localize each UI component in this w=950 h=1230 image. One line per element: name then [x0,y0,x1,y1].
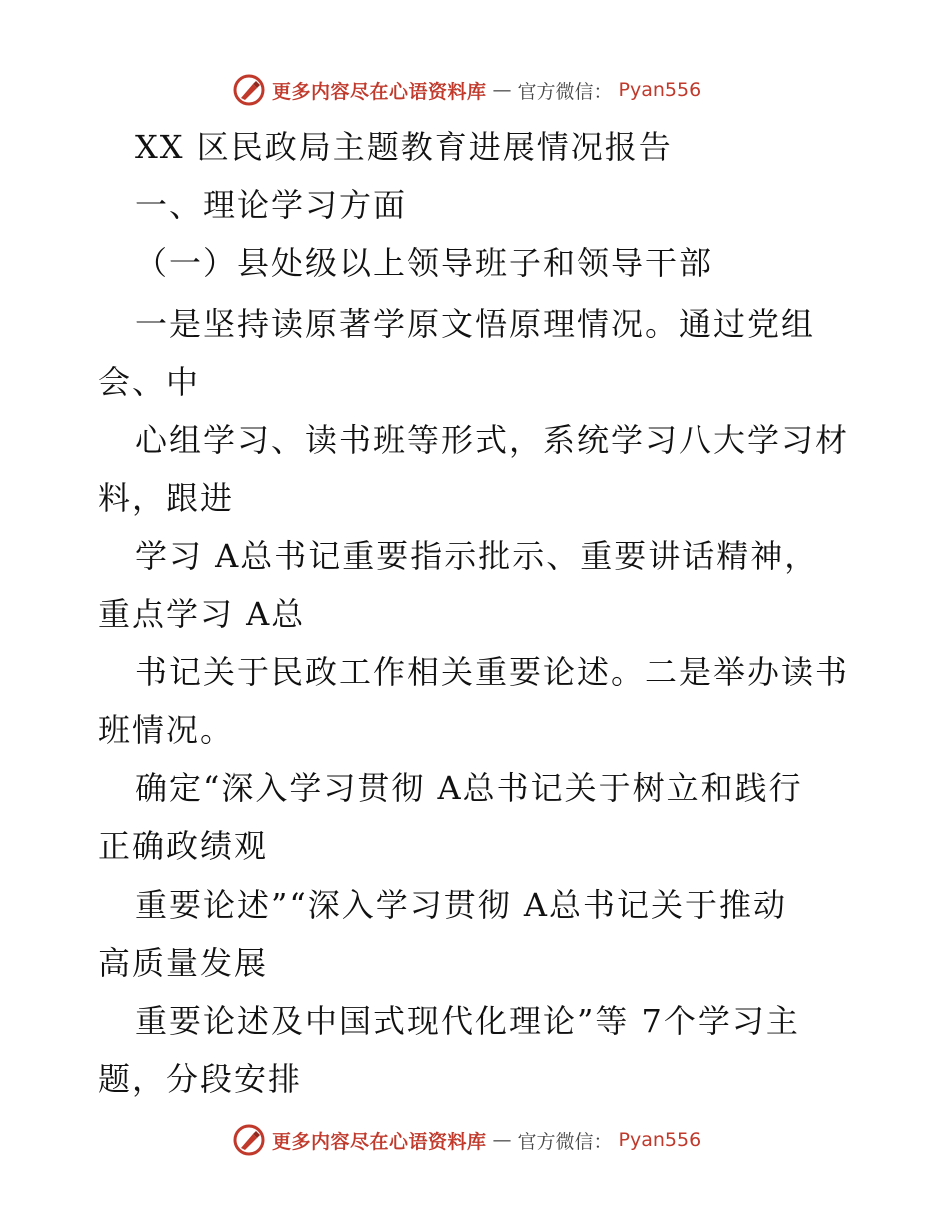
pen-logo-icon [232,1123,266,1157]
banner-promo-text: 更多内容尽在心语资料库 [272,1130,487,1153]
paragraph-line: 重点学习 A总 [98,595,306,633]
paragraph-line: 心组学习、读书班等形式，系统学习八大学习材 [135,421,850,459]
banner-wechat-label: 官方微信： [517,80,613,103]
header-watermark [232,72,701,108]
paragraph-line: 题，分段安排 [98,1060,303,1098]
banner-wechat-label: 官方微信： [517,1130,613,1153]
banner-dash: — [492,1129,512,1151]
paragraph-line: 确定“深入学习贯彻 A总书记关于树立和践行 [135,769,803,807]
paragraph-line: 重要论述”“深入学习贯彻 A总书记关于推动 [135,886,788,924]
banner-wechat-id: Pyan556 [618,79,702,101]
banner-promo-text: 更多内容尽在心语资料库 [272,80,487,103]
paragraph-line: 料，跟进 [98,479,235,517]
paragraph-line: 学习 A总书记重要指示批示、重要讲话精神， [135,537,819,575]
paragraph-line: 一是坚持读原著学原文悟原理情况。通过党组 [135,305,816,343]
paragraph-line: 重要论述及中国式现代化理论”等 7个学习主 [135,1002,800,1040]
paragraph-line: 会、中 [98,363,201,401]
pen-logo-icon [232,73,266,107]
paragraph-line: 高质量发展 [98,944,269,982]
paragraph-line: 班情况。 [98,711,235,749]
paragraph-line: 书记关于民政工作相关重要论述。二是举办读书 [135,653,850,691]
footer-watermark [232,1122,701,1158]
paragraph-line: 正确政绩观 [98,827,269,865]
document-title: XX 区民政局主题教育进展情况报告 [135,128,673,166]
banner-wechat-id: Pyan556 [618,1129,702,1151]
section-heading: 一、理论学习方面 [135,186,408,224]
subsection-heading: （一）县处级以上领导班子和领导干部 [135,244,714,282]
banner-dash: — [492,79,512,101]
